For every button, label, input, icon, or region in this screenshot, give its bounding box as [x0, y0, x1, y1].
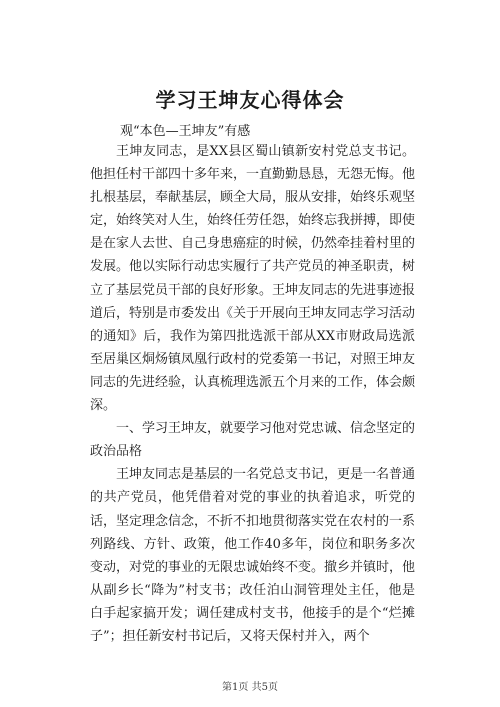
page-footer: 第1页 共5页	[222, 682, 278, 693]
document-body	[90, 140, 415, 648]
document-subtitle: 观“本色—王坤友”有感	[120, 124, 251, 139]
section-heading-1: 一、学习王坤友，就要学习他对党忠诚、信念坚定的政治品格	[90, 421, 416, 460]
paragraph-intro: 王坤友同志，是XX县区蜀山镇新安村党总支书记。他担任村干部四十多年来，一直勤勤恳恳，无怨无悔。他扎根基层，奉献基层，顾全大局，服从安排，始终乐观坚定，始终笑对人生，始终任劳任怨，始终忘我拼搏，即使是在家人去世、自己身患癌症的时候，仍然牵挂着村里的发展。他以实际行动忠实履行了共产党员的神圣职责，树立了基层党员干部的良好形象。王坤友同志的先进事迹报道后，特别是市委发出《关于开展向王坤友同志学习活动的通知》后，我作为第四批选派干部从XX市财政局选派至居巢区烔炀镇凤凰行政村的党委第一书记，对照王坤友同志的先进经验，认真梳理选派五个月来的工作，体会颇深。	[90, 144, 416, 414]
document-title: 学习王坤友心得体会	[155, 88, 345, 112]
paragraph-section-1: 王坤友同志是基层的一名党总支书记，更是一名普通的共产党员，他凭借着对党的事业的执着追求，听党的话，坚定理念信念，不折不扣地贯彻落实党在农村的一系列路线、方针、政策，他工作40多年，岗位和职务多次变动，对党的事业的无限忠诚始终不变。撤乡并镇时，他从副乡长“降为”村支书；改任泊山洞管理处主任，他是白手起家搞开发；调任建成村支书，他接手的是个“烂摊子”；担任新安村书记后，又将天保村并入，两个	[90, 467, 416, 644]
